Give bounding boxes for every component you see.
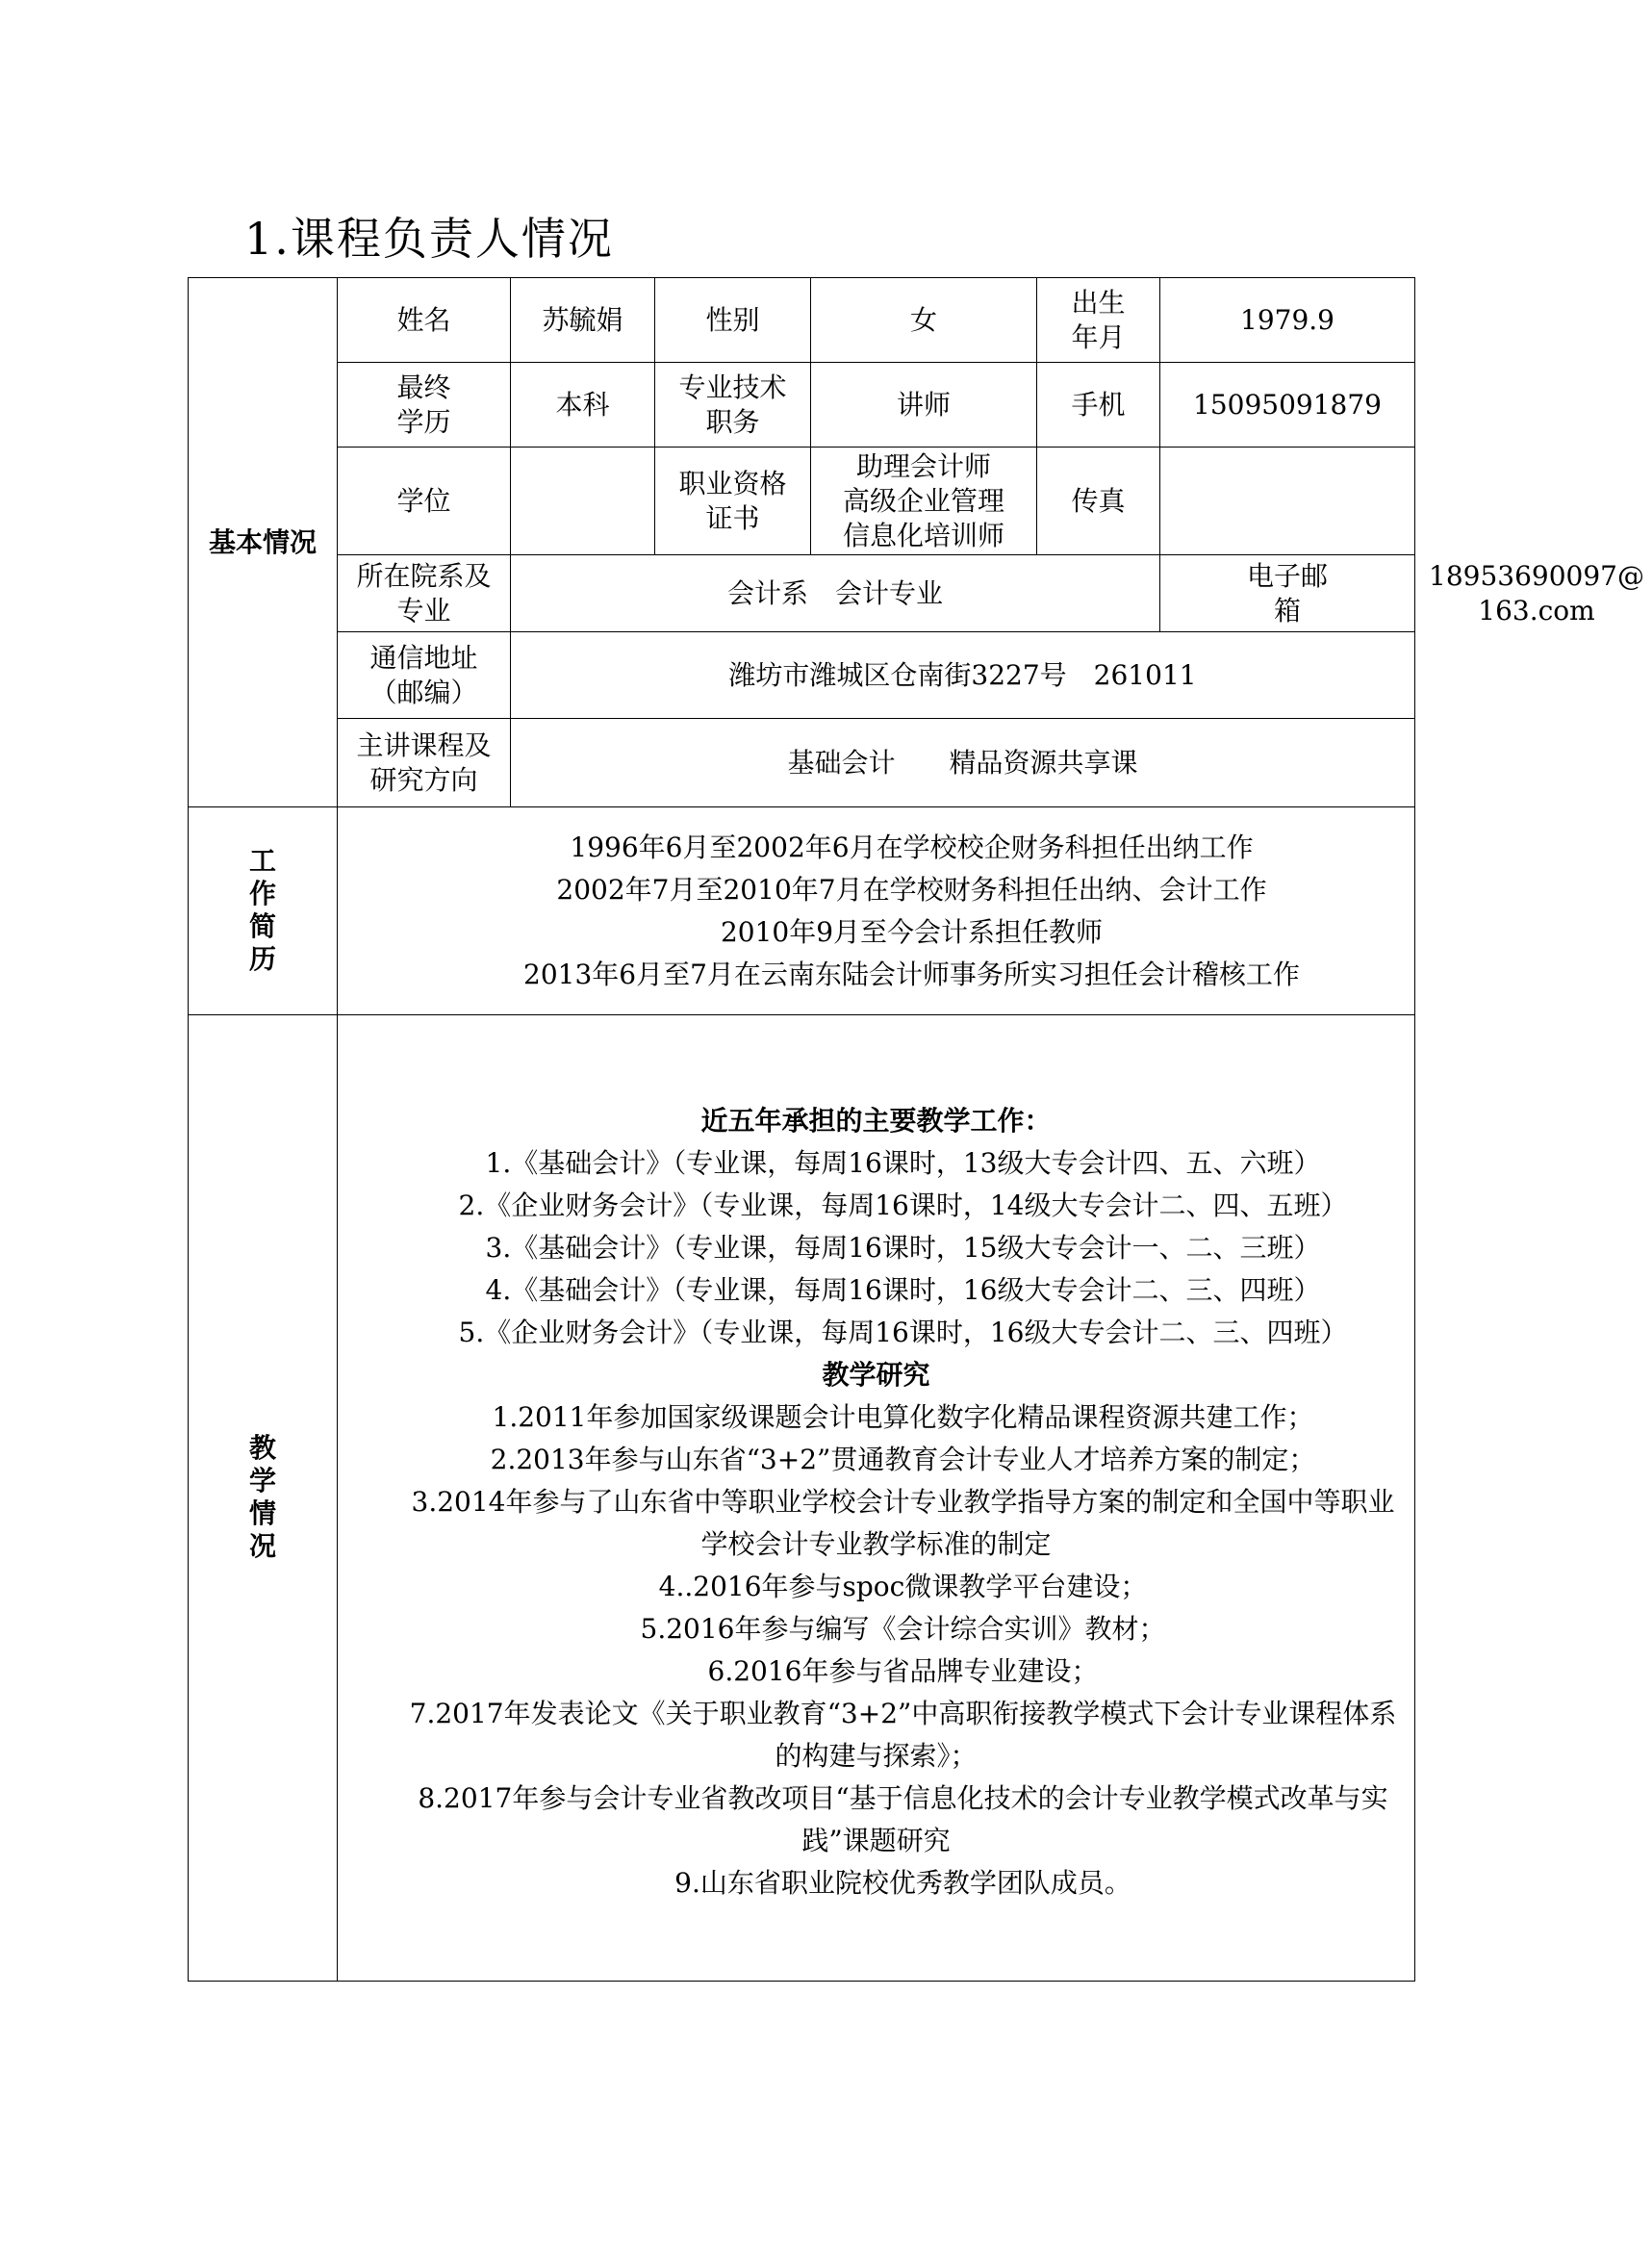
research-item: 6.2016年参与省品牌专业建设； [707, 1654, 1099, 1687]
birth-label: 出生年月 [1037, 278, 1160, 363]
fax-label: 传真 [1037, 448, 1160, 555]
research-item: 3.2014年参与了山东省中等职业学校会计专业教学指导方案的制定和全国中等职业学校会计专业教学标准的制定 [411, 1485, 1395, 1560]
teaching-item: 3.《基础会计》（专业课，每周16课时，15级大专会计一、二、三班） [485, 1231, 1321, 1264]
work-line: 2013年6月至7月在云南东陆会计师事务所实习担任会计稽核工作 [523, 958, 1300, 990]
course-leader-table: 基本情况 姓名 苏毓娟 性别 女 出生年月 1979.9 最终学历 本科 专业技术职务 讲师 手机 15095091879 学位 职业资格证书 助理会计师 高级企业管理 信息化培训师 传真 所在院系及专业 会计系 会计专业 电子邮箱 18953690097@163.com 通信地址（邮编） 潍坊市潍城区仓南街3227号 261011 主讲课程及研究方向 基础会计 精品资源共享课 工作简历 1996年6月至2002年6月在学校校企财务科担任出纳工作 2002年7月至2010年7月在学校财务科担任出纳、会计工作 2010年9月至今会计系担任教师 2013年6月至7月在云南东陆会计师事务所实习担任会计稽核工作 教学情况 近五年承担的主要教学工作： 1.《基础会计》（专业课，每周16课时，13级大专会计四、五、六班） 2.《企业财务会计》（专业课，每周16课时，14级大专会计二、四、五班） 3.《基础会计》（专业课，每周16课时，15级大专会计一、二、三班） 4.《基础会计》（专业课，每周16课时，16级大专会计二、三、四班） 5.《企业财务会计》（专业课，每周16课时，16级大专会计二、三、四班） 教学研究 1.2011年参加国家级课题会计电算化数字化精品课程资源共建工作； 2.2013年参与山东省“3+2”贯通教育会计专业人才培养方案的制定； 3.2014年参与了山东省中等职业学校会计专业教学指导方案的制定和全国中等职业学校会计专业教学标准的制定 4..2016年参与spoc微课教学平台建设； 5.2016年参与编写《会计综合实训》教材； 6.2016年参与省品牌专业建设； 7.2017年发表论文《关于职业教育“3+2”中高职衔接教学模式下会计专业课程体系的构建与探索》； 8.2017年参与会计专业省教改项目“基于信息化技术的会计专业教学模式改革与实践”课题研究 9.山东省职业院校优秀教学团队成员。 [188, 277, 1415, 1982]
title-value: 讲师 [811, 363, 1037, 448]
phone-value: 15095091879 [1160, 363, 1415, 448]
degree-label: 学位 [338, 448, 511, 555]
name-label: 姓名 [338, 278, 511, 363]
address-value: 潍坊市潍城区仓南街3227号 261011 [511, 632, 1415, 719]
edu-label: 最终学历 [338, 363, 511, 448]
teaching-item: 2.《企业财务会计》（专业课，每周16课时，14级大专会计二、四、五班） [458, 1189, 1348, 1221]
research-item: 7.2017年发表论文《关于职业教育“3+2”中高职衔接教学模式下会计专业课程体系的构建与探索》； [409, 1697, 1397, 1772]
gender-value: 女 [811, 278, 1037, 363]
email-label: 电子邮箱 [1160, 555, 1415, 632]
research-item: 2.2013年参与山东省“3+2”贯通教育会计专业人才培养方案的制定； [490, 1443, 1316, 1475]
research-item: 1.2011年参加国家级课题会计电算化数字化精品课程资源共建工作； [492, 1400, 1314, 1433]
work-line: 1996年6月至2002年6月在学校校企财务科担任出纳工作 [570, 831, 1254, 863]
cert-label: 职业资格证书 [655, 448, 811, 555]
teaching-main-heading: 近五年承担的主要教学工作： [700, 1104, 1052, 1137]
edu-value: 本科 [511, 363, 655, 448]
teaching-section-label: 教学情况 [189, 1015, 338, 1982]
research-item: 8.2017年参与会计专业省教改项目“基于信息化技术的会计专业教学模式改革与实践”课题研究 [418, 1781, 1388, 1856]
course-value: 基础会计 精品资源共享课 [511, 719, 1415, 807]
work-section-label: 工作简历 [189, 807, 338, 1015]
research-item: 4..2016年参与spoc微课教学平台建设； [658, 1570, 1148, 1602]
teaching-item: 1.《基础会计》（专业课，每周16课时，13级大专会计四、五、六班） [485, 1146, 1321, 1179]
address-label: 通信地址（邮编） [338, 632, 511, 719]
degree-value [511, 448, 655, 555]
fax-value [1160, 448, 1415, 555]
dept-value: 会计系 会计专业 [511, 555, 1160, 632]
course-label: 主讲课程及研究方向 [338, 719, 511, 807]
basic-section-label: 基本情况 [189, 278, 338, 807]
work-line: 2010年9月至今会计系担任教师 [720, 915, 1104, 948]
teaching-item: 5.《企业财务会计》（专业课，每周16课时，16级大专会计二、三、四班） [458, 1316, 1348, 1348]
cert-value-1: 助理会计师 [855, 449, 991, 482]
title-label: 专业技术职务 [655, 363, 811, 448]
work-history [338, 807, 1415, 1015]
cert-value-3: 信息化培训师 [842, 519, 1004, 551]
phone-label: 手机 [1037, 363, 1160, 448]
name-value: 苏毓娟 [511, 278, 655, 363]
gender-label: 性别 [655, 278, 811, 363]
research-heading: 教学研究 [822, 1358, 930, 1391]
work-line: 2002年7月至2010年7月在学校财务科担任出纳、会计工作 [556, 873, 1267, 906]
dept-label: 所在院系及专业 [338, 555, 511, 632]
research-item: 9.山东省职业院校优秀教学团队成员。 [674, 1866, 1131, 1899]
cert-values [811, 448, 1037, 555]
birth-value: 1979.9 [1160, 278, 1415, 363]
cert-value-2: 高级企业管理 [842, 484, 1004, 517]
teaching-details [338, 1015, 1415, 1982]
research-item: 5.2016年参与编写《会计综合实训》教材； [640, 1612, 1166, 1645]
page-title: 1.课程负责人情况 [244, 213, 614, 265]
teaching-item: 4.《基础会计》（专业课，每周16课时，16级大专会计二、三、四班） [485, 1273, 1321, 1306]
